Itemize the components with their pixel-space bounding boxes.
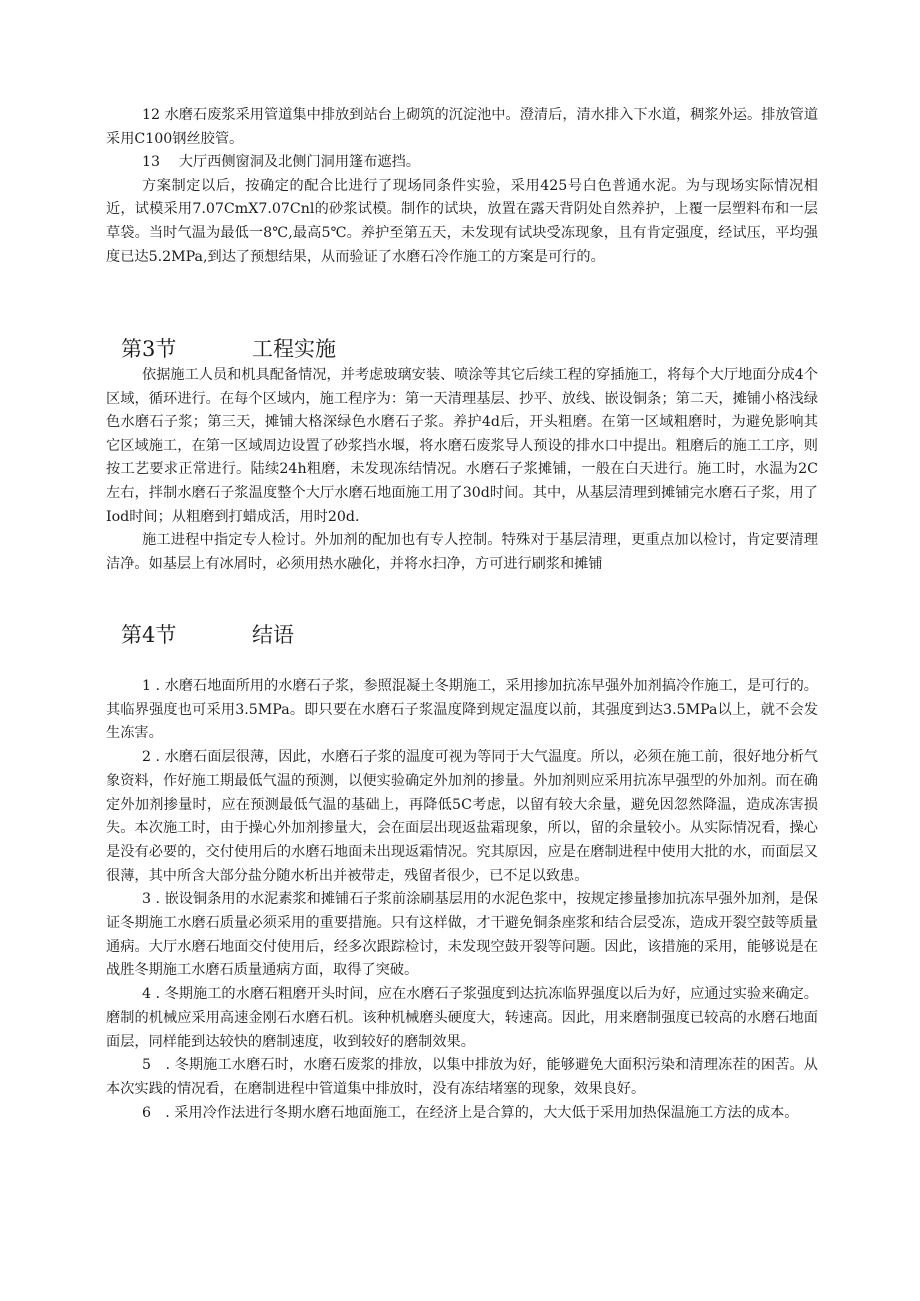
section-heading [121, 621, 294, 649]
paragraph: 方案制定以后，按确定的配合比进行了现场同条件实验，采用425号白色普通水泥。为与现场实际情况相近，试模采用7.07CmX7.07Cnl的砂浆试模。制作的试块，放置在露天背阴处自然养护，上覆一层塑料布和一层草袋。当时气温为最低一8℃,最高5℃。养护至第五天，未发现有试块受冻现象，且有肯定强度，经试压，平均强度已达5.2MPa,到达了预想结果，从而验证了水磨石冷作施工的方案是可行的。 [106, 177, 818, 265]
conclusion-item: 2 . 水磨石面层很薄，因此，水磨石子浆的温度可视为等同于大气温度。所以，必须在施工前，很好地分析气象资料，作好施工期最低气温的预测，以便实验确定外加剂的掺量。外加剂则应采用抗冻早强型的外加剂。而在确定外加剂掺量时，应在预测最低气温的基础上，再降低5C考虑，以留有较大余量，避免因忽然降温，造成冻害损失。本次施工时，由于操心外加剂掺量大，会在面层出现返盐霜现象，所以，留的余量较小。从实际情况看，操心是没有必要的，交付使用后的水磨石地面未出现返霜情况。究其原因，应是在磨制进程中使用大批的水，而面层又很薄，其中所含大部分盐分随水析出并被带走，残留者很少，已不足以致患。 [106, 749, 818, 884]
section-heading [121, 335, 336, 363]
conclusion-list [106, 675, 818, 1125]
conclusion-item: 3 . 嵌设铜条用的水泥素浆和摊铺石子浆前涂刷基层用的水泥色浆中，按规定掺量掺加抗冻早强外加剂，是保证冬期施工水磨石质量必须采用的重要措施。只有这样做，才干避免铜条座浆和结合层受冻，造成开裂空鼓等质量通病。大厅水磨石地面交付使用后，经多次跟踪检讨，未发现空鼓开裂等问题。因此，该措施的采用，能够说是在战胜冬期施工水磨石质量通病方面，取得了突破。 [106, 891, 818, 979]
section-number: 第3节 [121, 337, 177, 361]
section-body [106, 364, 818, 576]
conclusion-item: 4 . 冬期施工的水磨石粗磨开头时间，应在水磨石子浆强度到达抗冻临界强度以后为好，应通过实验来确定。磨制的机械应采用高速金刚石水磨石机。该种机械磨头硬度大，转速高。因此，用来磨制强度已较高的水磨石地面面层，同样能到达较快的磨制速度，收到较好的磨制效果。 [106, 986, 818, 1050]
section-number: 第4节 [121, 623, 177, 647]
paragraph: 施工进程中指定专人检讨。外加剂的配加也有专人控制。特殊对于基层清理，更重点加以检讨，肯定要清理洁净。如基层上有冰屑时，必须用热水融化，并将水扫净，方可进行刷浆和摊铺 [106, 532, 818, 572]
conclusion-item: 1 . 水磨石地面所用的水磨石子浆，参照混凝土冬期施工，采用掺加抗冻早强外加剂搞冷作施工，是可行的。其临界强度也可采用3.5MPa。即只要在水磨石子浆温度降到规定温度以前，其强度到达3.5MPa以上，就不会发生冻害。 [106, 678, 818, 742]
paragraph: 依据施工人员和机具配备情况，并考虑玻璃安装、喷涂等其它后续工程的穿插施工，将每个大厅地面分成4个区域，循环进行。在每个区域内，施工程序为：第一天清理基层、抄平、放线、嵌设铜条；第二天，摊铺小格浅绿色水磨石子浆；第三天，摊铺大格深绿色水磨石子浆。养护4d后，开头粗磨。在第一区域粗磨时，为避免影响其它区域施工，在第一区域周边设置了砂浆挡水堰，将水磨石废浆导人预设的排水口中提出。粗磨后的施工工序，则按工艺要求正常进行。陆续24h粗磨，未发现冻结情况。水磨石子浆摊铺，一般在白天进行。施工时，水温为2C左右，拌制水磨石子浆温度整个大厅水磨石地面施工用了30d时间。其中，从基层清理到摊铺完水磨石子浆，用了Iod时间；从粗磨到打蜡成活，用时20d. [106, 367, 818, 525]
conclusion-item: 6 . 采用冷作法进行冬期水磨石地面施工，在经济上是合算的，大大低于采用加热保温施工方法的成本。 [142, 1104, 799, 1121]
intro-section [106, 104, 818, 269]
conclusion-item: 5 . 冬期施工水磨石时，水磨石废浆的排放，以集中排放为好，能够避免大面积污染和清理冻茬的困苦。从本次实践的情况看，在磨制进程中管道集中排放时，没有冻结堵塞的现象，效果良好。 [106, 1057, 818, 1097]
paragraph: 12 水磨石废浆采用管道集中排放到站台上砌筑的沉淀池中。澄清后，清水排入下水道，稠浆外运。排放管道采用C100钢丝胶管。 [106, 107, 818, 147]
paragraph: 13 大厅西侧窗洞及北侧门洞用篷布遮挡。 [142, 154, 420, 171]
section-title: 工程实施 [252, 337, 336, 361]
section-title: 结语 [252, 623, 294, 647]
